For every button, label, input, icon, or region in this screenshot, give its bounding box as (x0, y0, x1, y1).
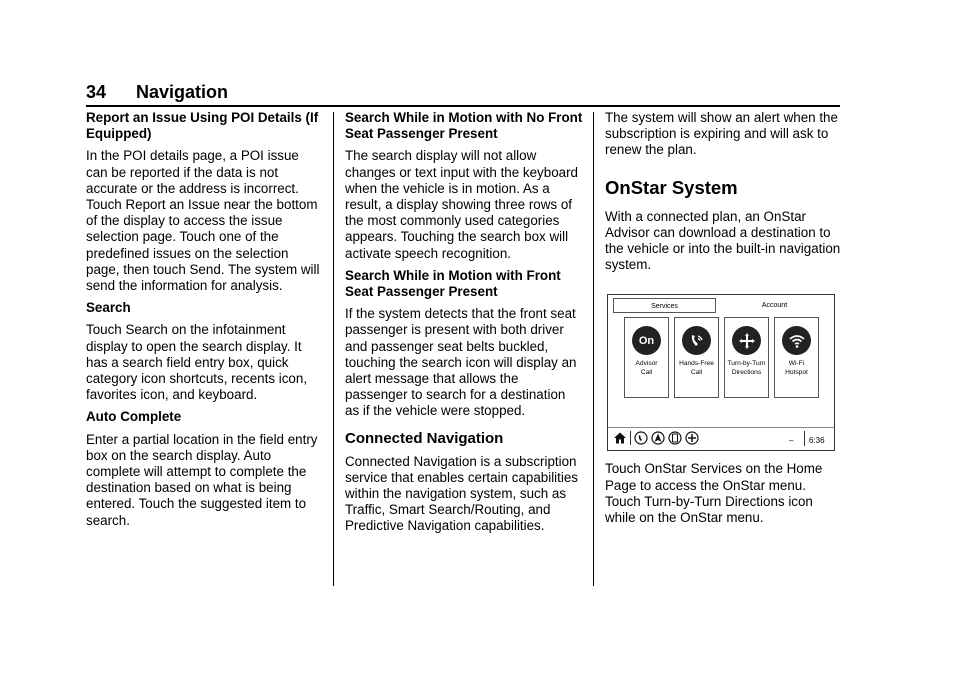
page-section-title: Navigation (136, 82, 229, 102)
front-passenger-paragraph: If the system detects that the front seat passenger is present with both driver and passenger seat belts buckled, touching the search icon will display an alert message that allows the passenger to search for a destination as if the vehicle were stopped. (345, 306, 577, 419)
phone-icon[interactable] (668, 431, 682, 445)
onstar-small-icon[interactable] (685, 431, 699, 445)
connected-navigation-heading: Connected Navigation (345, 429, 504, 447)
onstar-system-heading: OnStar System (605, 176, 738, 198)
column-2 (345, 110, 583, 541)
status-divider (630, 431, 631, 445)
auto-complete-heading: Auto Complete (86, 409, 182, 425)
tile-label: Wi-Fi Hotspot (785, 360, 808, 376)
column-divider (333, 112, 334, 586)
page-header (86, 81, 840, 107)
connected-navigation-paragraph: Connected Navigation is a subscription service that enables certain capabilities within the navigation system, such as Traffic, Smart Search/Routing, and Predictive Navigation capabilities. (345, 453, 578, 534)
poi-issue-heading: Report an Issue Using POI Details (If Equipped) (86, 110, 319, 142)
tile-label: Turn-by-Turn Directions (727, 360, 766, 376)
page-number: 34 (86, 82, 107, 102)
search-heading: Search (86, 300, 131, 316)
onstar-services-screen (607, 294, 835, 451)
column-1 (86, 110, 324, 535)
column-divider (593, 112, 594, 586)
wifi-icon (782, 326, 811, 355)
no-front-passenger-paragraph: The search display will not allow changes or text input with the keyboard when the vehicle is in motion. As a result, a display showing three rows of the most commonly used categories appears. Touching the search box will activate speech recognition. (345, 148, 578, 261)
navigation-icon[interactable] (651, 431, 665, 445)
auto-complete-paragraph: Enter a partial location in the field entry box on the search display. Auto complete will attempt to complete the destination based on what is being entered. Touch the suggested item to search. (86, 431, 318, 528)
front-passenger-heading: Search While in Motion with Front Seat Passenger Present (345, 267, 561, 300)
turn-by-turn-tile[interactable] (724, 317, 769, 398)
subscription-alert-paragraph: The system will show an alert when the subscription is expiring and will ask to renew the plan. (605, 110, 838, 158)
tab-services[interactable]: Services (613, 298, 716, 313)
poi-issue-paragraph: In the POI details page, a POI issue can be reported if the data is not accurate or the address is incorrect. Touch Report an Issue near the bottom of the display to access the issue selection page. Touch one of the predefined issues on the selection page, then touch Send. The system will send the information for analysis. (86, 148, 320, 294)
hands-free-icon (682, 326, 711, 355)
status-dash: – (789, 436, 794, 446)
onstar-icon: On (632, 326, 661, 355)
search-paragraph: Touch Search on the infotainment display to open the search display. It has a search field entry box, quick category icon shortcuts, recents icon, favorites icon, and keyboard. (86, 322, 308, 403)
no-front-passenger-heading: Search While in Motion with No Front Seat Passenger Present (345, 110, 583, 142)
clock: 6:36 (809, 436, 825, 446)
screen-tab-bar (612, 298, 830, 313)
tab-account[interactable]: Account (761, 302, 788, 310)
screen-status-bar (608, 427, 834, 450)
hands-free-call-tile[interactable] (674, 317, 719, 398)
onstar-system-paragraph: With a connected plan, an OnStar Advisor can download a destination to the vehicle or into the built-in navigation system. (605, 208, 841, 273)
tile-label: Advisor Call (635, 360, 658, 376)
wifi-hotspot-tile[interactable] (774, 317, 819, 398)
onstar-tiles (624, 317, 824, 399)
voice-icon[interactable] (634, 431, 648, 445)
touch-onstar-services-paragraph: Touch OnStar Services on the Home Page to access the OnStar menu. Touch Turn-by-Turn Directions icon while on the OnStar menu. (605, 461, 823, 526)
home-icon[interactable] (613, 431, 627, 445)
status-divider (804, 431, 805, 446)
turn-by-turn-icon (732, 326, 761, 355)
column-3 (605, 110, 841, 532)
tile-label: Hands-Free Call (679, 360, 714, 376)
advisor-call-tile[interactable] (624, 317, 669, 398)
